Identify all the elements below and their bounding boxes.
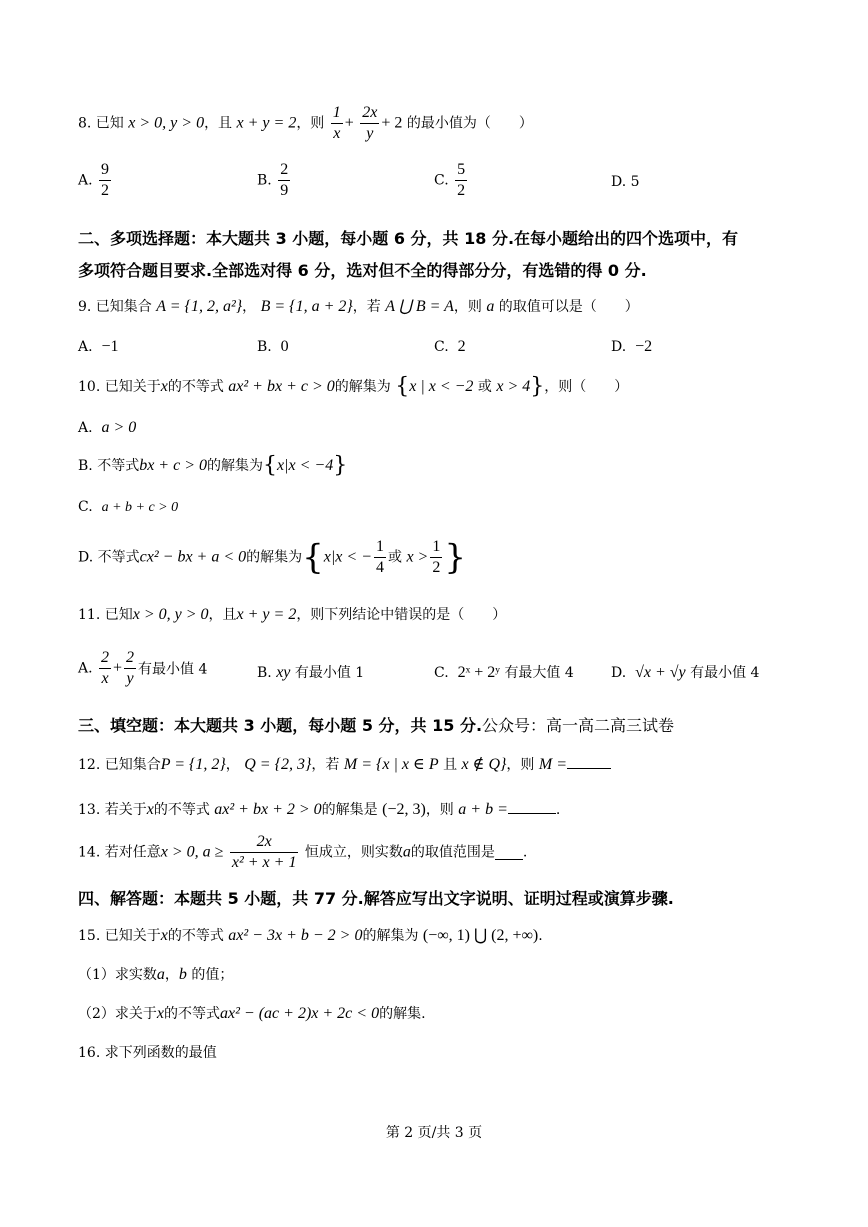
q10-option-b: B. 不等式bx + c > 0的解集为{x|x < −4} [78,453,348,478]
q15-part1: （1）求实数a，b 的值； [78,966,234,983]
q8-option-d: D. 5 [611,174,640,190]
q11-option-b: B. xy 有最小值 1 [257,664,365,681]
q14-stem: 14. 若对任意x > 0, a ≥ $\frac{2x}{\text{x² + x + 1}}$ 恒成立，则实数a的取值范围是 . [78,833,528,871]
q13-stem: 13. 若关于x的不等式 ax² + bx + 2 > 0的解集是 (−2, 3)，则 a + b = . [78,801,561,818]
q15-stem: 15. 已知关于x的不等式 ax² − 3x + b − 2 > 0的解集为 (−∞, 1) ⋃ (2, +∞). [78,927,543,944]
q12-stem: 12. 已知集合P = {1, 2}， Q = {2, 3}，若 M = {x | x ∈ P 且 x ∉ Q}，则 M = [78,754,611,775]
fraction-1-over-x: $\frac{1}{x}$ [332,104,341,142]
q10-option-c: C. a + b + c > 0 [78,499,179,515]
q10-stem: 10. 已知关于x的不等式 ax² + bx + c > 0的解集为 {x | x < −2 或 x > 4}，则（ ） [78,374,629,399]
page-footer: 第 2 页/共 3 页 [385,1125,483,1141]
q13-answer-blank[interactable] [508,799,556,814]
q8-stem: 8. 已知 x > 0, y > 0，且 x + y = 2，则 $\frac{1}{x}$ + $\frac{2x}{y}$ + 2 的最小值为（ ） [78,104,533,142]
q9-option-c: C. 2 [434,338,466,355]
q16-stem: 16. 求下列函数的最值 [78,1045,217,1061]
q11-stem: 11. 已知x > 0, y > 0，且x + y = 2，则下列结论中错误的是（ ） [78,606,507,623]
q9-option-d: D. −2 [611,338,653,355]
section-2-heading-line1: 二、多项选择题：本大题共 3 小题，每小题 6 分，共 18 分.在每小题给出的四个选项中，有 [78,229,739,248]
section-2-heading-line2: 多项符合题目要求.全部选对得 6 分，选对但不全的得部分分，有选错的得 0 分. [78,261,647,280]
q9-option-b: B. 0 [257,338,289,355]
q8-option-c: C. $\frac{5}{2}$ [434,161,466,199]
q11-option-a: A. $\frac{2}{x}$ + $\frac{2}{y}$ 有最小值 4 [78,649,208,687]
q9-stem: 9. 已知集合 A = {1, 2, a²}， B = {1, a + 2}，若 A ⋃ B = A，则 a 的取值可以是（ ） [78,298,639,315]
q14-answer-blank[interactable] [495,845,523,860]
q8-option-b: B. $\frac{2}{9}$ [257,161,289,199]
q12-answer-blank[interactable] [567,754,611,769]
q11-option-d: D. √x + √y 有最小值 4 [611,664,760,681]
q10-option-d: D. 不等式cx² − bx + a < 0的解集为{x|x < − $\frac{1}{4}$ 或 x > $\frac{1}{2}$ } [78,537,466,578]
q11-option-c: C. 2ˣ + 2ʸ 有最大值 4 [434,664,574,681]
section-3-heading: 三、填空题：本大题共 3 小题，每小题 5 分，共 15 分.公众号：高一高二高三试卷 [78,716,675,735]
q9-option-a: A. −1 [78,338,119,355]
q15-part2: （2）求关于x的不等式ax² − (ac + 2)x + 2c < 0的解集. [78,1005,426,1022]
q10-option-a: A. a > 0 [78,419,137,436]
section-4-heading: 四、解答题：本题共 5 小题，共 77 分.解答应写出文字说明、证明过程或演算步骤. [78,889,674,908]
fraction-2x-over-y: $\frac{2x}{y}$ [362,104,378,142]
q8-option-a: A. $\frac{9}{2}$ [78,161,110,199]
